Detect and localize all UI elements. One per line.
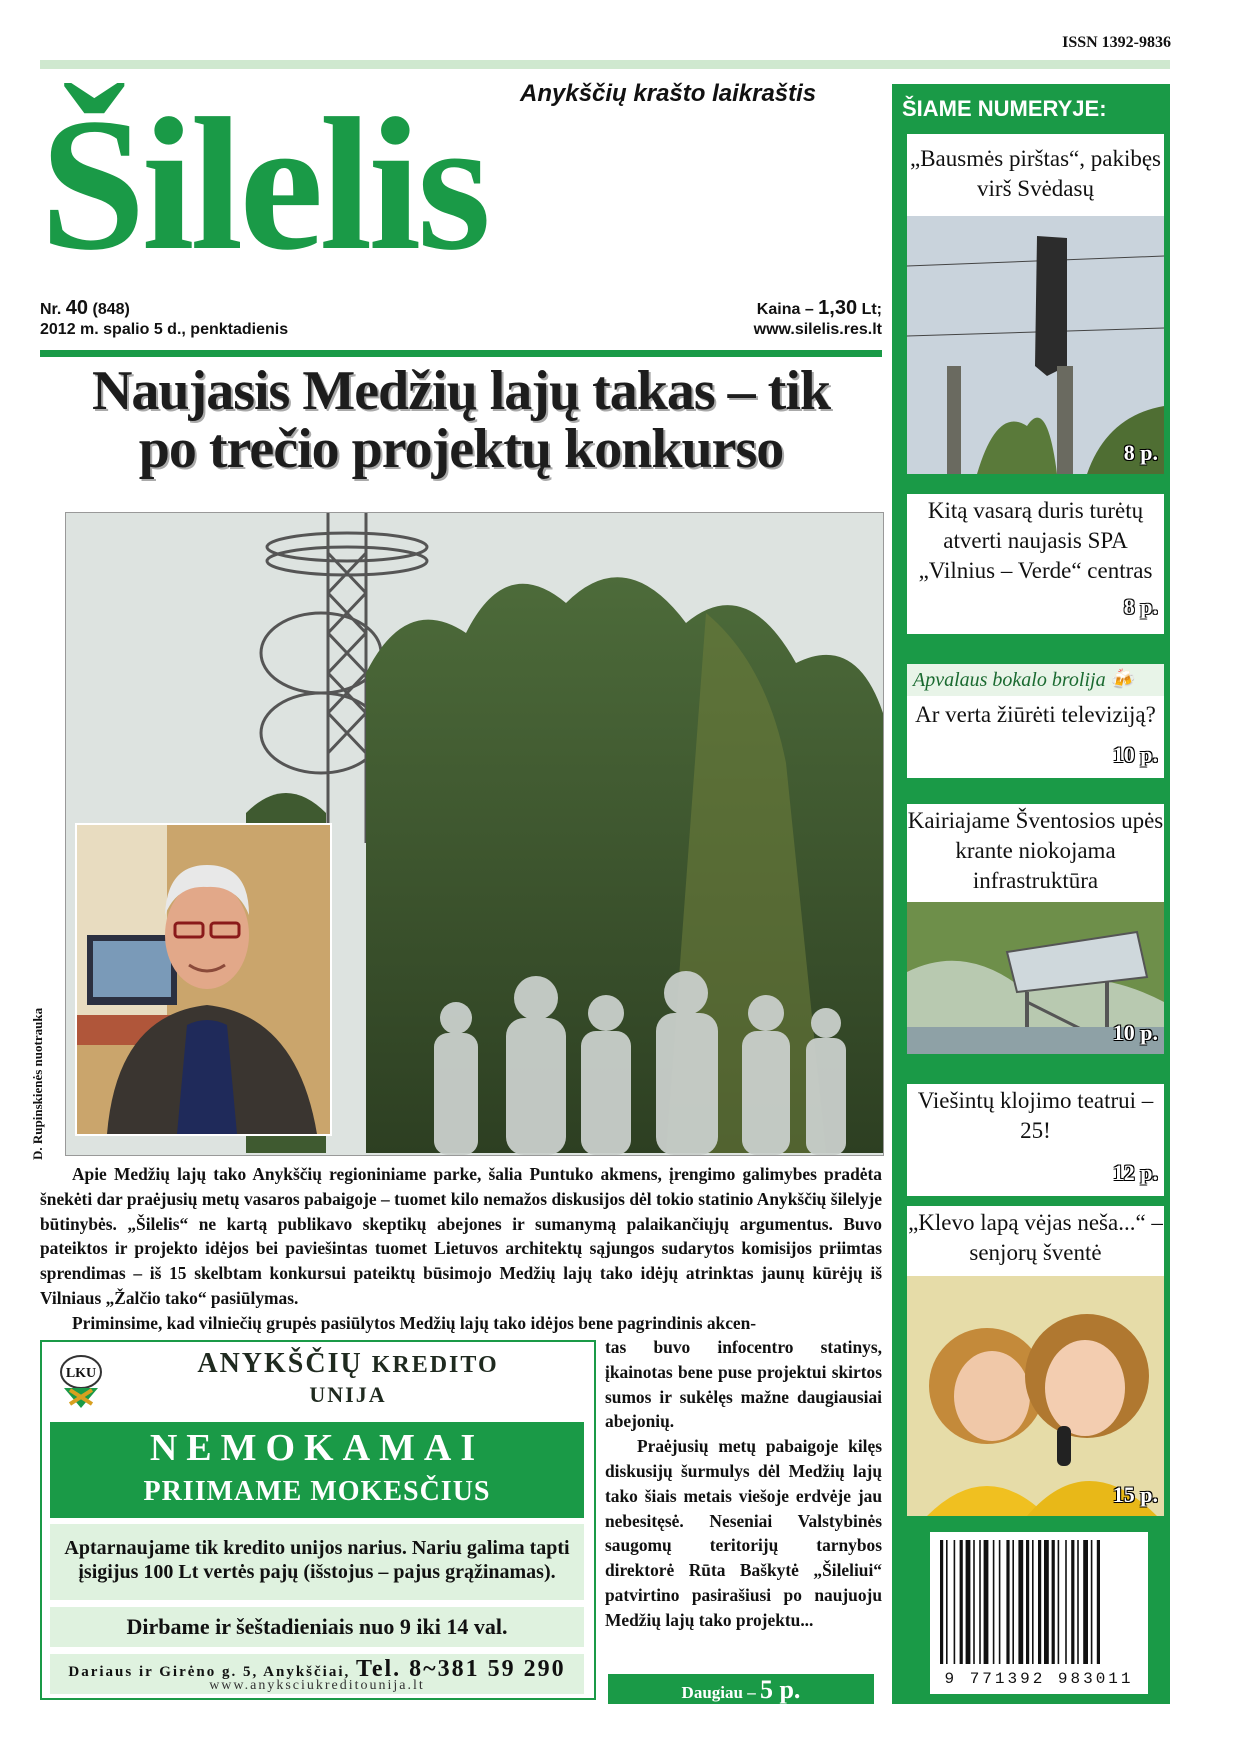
- ad-promo-line-1: NEMOKAMAI: [149, 1427, 485, 1469]
- barcode: [930, 1532, 1148, 1694]
- masthead: Šilelis: [40, 80, 488, 290]
- sidebar-photo: [907, 216, 1164, 474]
- sidebar-item-page: 12 p.: [1112, 1160, 1158, 1185]
- issue-nr: 40: [65, 297, 89, 319]
- article-body: [40, 1162, 882, 1336]
- article-paragraph: Apie Medžių lajų tako Anykščių regioniniame parke, šalia Puntuko akmens, įrengimo galimybes pradėta šnekėti dar praėjusių metų vasaros pabaigoje – tuomet kilo nemažos diskusijos dėl tokio statinio Anykščių šilelyje būtinybės. „Šilelis“ ne kartą publikavo skeptikų abejones ir sumanymą palaikančiųjų argumentus. Buvo pateiktos ir projekto idėjos bei paviešintas tuomet Lietuvos architektų sąjungos sudarytos komisijos priimtas sprendimas – iš 15 skelbtam konkursui pateiktų būsimojo Medžių lajų tako idėjų atrinktas jaunų kūrėjų iš Vilniaus „Žalčio tako“ pasiūlymas.: [40, 1164, 882, 1308]
- ad-title: ANYKŠČIŲ KREDITO: [197, 1348, 499, 1379]
- headline-line-1: Naujasis Medžių lajų takas – tik: [91, 360, 831, 422]
- sidebar-photo: [907, 1276, 1164, 1516]
- issue-total: (848): [92, 301, 130, 318]
- barcode-digits: 9 771392 983011: [944, 1670, 1134, 1688]
- sidebar-item[interactable]: [907, 664, 1164, 778]
- sidebar-item-title: „Klevo lapą vėjas neša...“ – senjorų šventė: [908, 1210, 1163, 1265]
- sidebar-item-title: Ar verta žiūrėti televiziją?: [915, 702, 1156, 727]
- sidebar-item-page: 10 p.: [1112, 742, 1158, 767]
- sidebar-heading: ŠIAME NUMERYJE:: [902, 96, 1107, 121]
- article-column-2: [605, 1335, 882, 1633]
- rubric-label: Apvalaus bokalo brolija 🍻: [907, 664, 1164, 696]
- sidebar-item-title: Kairiajame Šventosios upės krante niokojama infrastruktūra: [907, 808, 1164, 893]
- issn: ISSN 1392-9836: [1062, 34, 1171, 51]
- headline-line-2: po trečio projektų konkurso: [138, 418, 784, 480]
- website-link[interactable]: www.silelis.res.lt: [753, 321, 882, 338]
- credit-union-ad: [40, 1340, 596, 1700]
- ad-website[interactable]: www.anyksciukreditounija.lt: [209, 1678, 425, 1693]
- continue-page: 5 p.: [759, 1675, 801, 1704]
- ad-hours: Dirbame ir šeštadieniais nuo 9 iki 14 val.: [50, 1607, 584, 1647]
- sidebar-item[interactable]: [907, 494, 1164, 634]
- price-unit: Lt;: [861, 301, 882, 318]
- ad-membership-note: Aptarnaujame tik kredito unijos narius. Nariu galima tapti įsigijus 100 Lt vertės pajų (išstojus – pajus grąžinamas).: [50, 1524, 584, 1600]
- top-rule: [40, 60, 1170, 69]
- sidebar-item-title: „Bausmės pirštas“, pakibęs virš Svėdasų: [909, 146, 1162, 201]
- issue-nr-label: Nr.: [40, 301, 62, 318]
- issue-info: [40, 298, 288, 340]
- article-paragraph: Priminsime, kad vilniečių grupės pasiūlytos Medžių lajų tako idėjos bene pagrindinis akcen-: [72, 1312, 757, 1333]
- headline-rule: [40, 350, 882, 357]
- photo-credit: D. Rupinskienės nuotrauka: [30, 1007, 45, 1160]
- sidebar-item-page: 10 p.: [1112, 1020, 1158, 1045]
- sidebar-item-title: Viešintų klojimo teatrui – 25!: [917, 1088, 1154, 1143]
- issue-date: 2012 m. spalio 5 d., penktadienis: [40, 321, 289, 338]
- portrait-illustration: [77, 825, 330, 1134]
- ad-promo: [50, 1422, 584, 1518]
- svg-text:LKU: LKU: [65, 1366, 97, 1381]
- continue-label: Daugiau –: [681, 1683, 756, 1702]
- beer-mugs-icon: 🍻: [1110, 669, 1136, 691]
- sidebar-item[interactable]: [907, 1206, 1164, 1516]
- sidebar-item[interactable]: [907, 134, 1164, 474]
- price-label: Kaina –: [756, 301, 814, 318]
- sidebar-item[interactable]: [907, 1084, 1164, 1196]
- ad-promo-line-2: PRIIMAME MOKESČIUS: [143, 1476, 491, 1507]
- price-info: [600, 298, 882, 340]
- ad-address: Dariaus ir Girėno g. 5, Anykščiai,: [68, 1664, 351, 1680]
- lku-logo-icon: [50, 1350, 112, 1412]
- price-value: 1,30: [818, 297, 858, 319]
- article-paragraph: Praėjusių metų pabaigoje kilęs diskusijų šurmulys dėl Medžių lajų tako šiais metais viešoje erdvėje jau nebesitęsė. Neseniai Valstybinės saugomų teritorijų tarnybos direktorė Rūta Baškytė „Šileliui“ patvirtino pasirašiusi po naujuoju Medžių lajų tako projektu...: [605, 1436, 882, 1630]
- sidebar-item[interactable]: [907, 804, 1164, 1054]
- continue-link[interactable]: [608, 1674, 874, 1704]
- sidebar-item-page: 15 p.: [1112, 1482, 1158, 1507]
- tagline: Anykščių krašto laikraštis: [520, 80, 817, 107]
- main-headline: [40, 362, 882, 478]
- sidebar-item-page: 8 p.: [1123, 594, 1158, 619]
- ad-phone: Tel. 8~381 59 290: [356, 1656, 566, 1682]
- inset-portrait: [75, 823, 332, 1136]
- sidebar-item-title: Kitą vasarą duris turėtų atverti naujasis SPA „Vilnius – Verde“ centras: [918, 498, 1153, 583]
- ad-contact: [50, 1654, 584, 1694]
- sidebar-item-page: 8 p.: [1123, 440, 1158, 465]
- article-paragraph: tas buvo infocentro statinys, įkainotas bene puse projektui skirtos sumos ir sukėlęs mažne daugiausiai abejonių.: [605, 1337, 882, 1432]
- ad-subtitle: UNIJA: [309, 1382, 387, 1407]
